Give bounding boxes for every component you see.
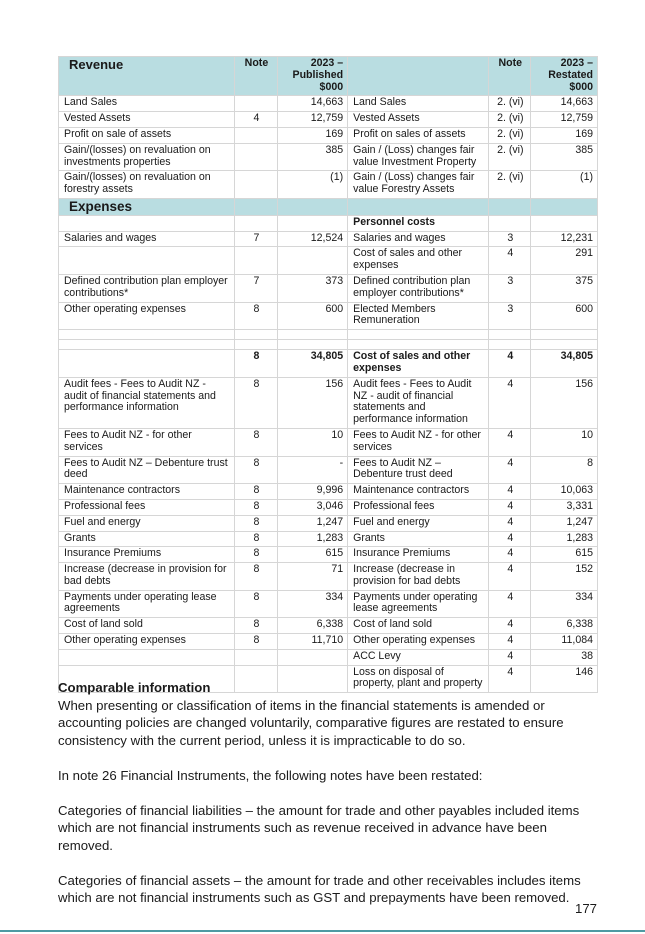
empty-cell	[348, 330, 489, 340]
cell-item: Land Sales	[59, 96, 235, 112]
empty-cell	[348, 340, 489, 350]
cell-note2: 3	[489, 231, 531, 247]
cell-published: 169	[277, 127, 348, 143]
empty-cell	[277, 330, 348, 340]
table-row	[59, 247, 598, 275]
cell-published: 9,996	[277, 484, 348, 500]
cell-note	[235, 171, 277, 199]
cell-note: 8	[235, 377, 277, 428]
expense-rows-b	[59, 377, 598, 693]
expenses-section-title: Expenses	[59, 198, 235, 215]
cell-published: 12,759	[277, 112, 348, 128]
expenses-header-row	[59, 198, 598, 215]
cell-note: 4	[235, 112, 277, 128]
paragraph: Categories of financial liabilities – the amount for trade and other payables included items which are not financial instruments such as revenue received in advance have been removed.	[58, 802, 580, 853]
cell-note2: 4	[489, 563, 531, 591]
cell-note: 8	[235, 547, 277, 563]
cell-restated: 1,247	[531, 515, 598, 531]
paragraph: In note 26 Financial Instruments, the following notes have been restated:	[58, 767, 483, 783]
blank-row	[59, 340, 598, 350]
table-row	[59, 499, 598, 515]
cell-item: Fuel and energy	[59, 515, 235, 531]
cell-item2: Gain / (Loss) changes fair value Forestry Assets	[348, 171, 489, 199]
cell-note2: 2. (vi)	[489, 127, 531, 143]
cell-item: Defined contribution plan employer contributions*	[59, 274, 235, 302]
restated-header: 2023 – Restated $000	[531, 57, 598, 96]
cell-item: Professional fees	[59, 499, 235, 515]
paragraph: Categories of financial assets – the amount for trade and other receivables includes items which are not financial instruments such as GST and prepayments have been removed.	[58, 872, 581, 905]
empty-cell	[277, 340, 348, 350]
table-row	[59, 274, 598, 302]
cell-published: 1,247	[277, 515, 348, 531]
cell-item: Vested Assets	[59, 112, 235, 128]
table-row	[59, 127, 598, 143]
table-row	[59, 377, 598, 428]
cell-restated: 385	[531, 143, 598, 171]
cell-published: 6,338	[277, 618, 348, 634]
cell-item2: Defined contribution plan employer contributions*	[348, 274, 489, 302]
cell-note: 8	[235, 634, 277, 650]
empty-cell	[489, 330, 531, 340]
cell-item2: Grants	[348, 531, 489, 547]
cell-note2: 2. (vi)	[489, 171, 531, 199]
cell-item2: Payments under operating lease agreements	[348, 590, 489, 618]
section-heading: Comparable information	[58, 680, 211, 695]
subtotal-note2: 4	[489, 350, 531, 378]
cell-note	[235, 649, 277, 665]
cell-note	[235, 96, 277, 112]
cell-item2: Increase (decrease in provision for bad debts	[348, 563, 489, 591]
cell-note2: 4	[489, 547, 531, 563]
cell-item: Grants	[59, 531, 235, 547]
cell-item2: Fees to Audit NZ – Debenture trust deed	[348, 456, 489, 484]
cell-published	[277, 649, 348, 665]
cell-published: 12,524	[277, 231, 348, 247]
revenue-rows	[59, 96, 598, 199]
cell-item: Maintenance contractors	[59, 484, 235, 500]
cell-restated: 12,231	[531, 231, 598, 247]
cell-restated: 600	[531, 302, 598, 330]
cell-restated: 10,063	[531, 484, 598, 500]
subtotal-note: 8	[235, 350, 277, 378]
cell-restated: 156	[531, 377, 598, 428]
cell-item: Gain/(losses) on revaluation on forestry assets	[59, 171, 235, 199]
band-cell	[489, 198, 531, 215]
cell-note: 8	[235, 531, 277, 547]
cell-note2: 2. (vi)	[489, 143, 531, 171]
paragraph: When presenting or classification of items in the financial statements is amended or accounting policies are changed voluntarily, comparative figures are restated to ensure consistency with the current period, unless it is impracticable to do so.	[58, 697, 564, 748]
empty-cell	[531, 215, 598, 231]
cell-restated: 10	[531, 428, 598, 456]
cell-item: Gain/(losses) on revaluation on investments properties	[59, 143, 235, 171]
cell-note2: 4	[489, 484, 531, 500]
cell-published: 156	[277, 377, 348, 428]
cell-note2: 4	[489, 377, 531, 428]
subtotal-item2: Cost of sales and other expenses	[348, 350, 489, 378]
note-header: Note	[235, 57, 277, 96]
cell-item: Salaries and wages	[59, 231, 235, 247]
cell-item	[59, 649, 235, 665]
cell-published: 373	[277, 274, 348, 302]
empty-cell	[489, 340, 531, 350]
cell-published: 3,046	[277, 499, 348, 515]
cell-restated: 14,663	[531, 96, 598, 112]
cell-restated: 152	[531, 563, 598, 591]
cell-item2: Fuel and energy	[348, 515, 489, 531]
cell-item2: Land Sales	[348, 96, 489, 112]
cell-note: 8	[235, 590, 277, 618]
cell-note2: 4	[489, 515, 531, 531]
cell-item: Audit fees - Fees to Audit NZ - audit of financial statements and performance information	[59, 377, 235, 428]
table-row	[59, 590, 598, 618]
cell-item2: Fees to Audit NZ - for other services	[348, 428, 489, 456]
cell-note: 8	[235, 515, 277, 531]
cell-item: Cost of land sold	[59, 618, 235, 634]
empty-cell	[531, 340, 598, 350]
table-row	[59, 515, 598, 531]
personnel-costs-row	[59, 215, 598, 231]
cell-note2: 4	[489, 618, 531, 634]
table-row	[59, 456, 598, 484]
personnel-costs-label: Personnel costs	[348, 215, 489, 231]
cell-note2: 4	[489, 634, 531, 650]
cell-item2: Salaries and wages	[348, 231, 489, 247]
band-cell	[348, 198, 489, 215]
cell-published: 1,283	[277, 531, 348, 547]
cell-published: 71	[277, 563, 348, 591]
cell-restated: 8	[531, 456, 598, 484]
cell-note: 8	[235, 563, 277, 591]
cell-note2: 4	[489, 456, 531, 484]
cell-published: 615	[277, 547, 348, 563]
cell-item2: Profit on sales of assets	[348, 127, 489, 143]
cell-published: 385	[277, 143, 348, 171]
table-row	[59, 649, 598, 665]
body-text	[58, 679, 588, 907]
cell-note2: 4	[489, 531, 531, 547]
cell-restated: 11,084	[531, 634, 598, 650]
cell-note: 8	[235, 456, 277, 484]
table-row	[59, 634, 598, 650]
cell-item2: ACC Levy	[348, 649, 489, 665]
empty-cell	[277, 215, 348, 231]
table-row	[59, 618, 598, 634]
table-row	[59, 531, 598, 547]
cell-note: 7	[235, 231, 277, 247]
cell-item: Increase (decrease in provision for bad debts	[59, 563, 235, 591]
cell-restated: 615	[531, 547, 598, 563]
cell-published: 600	[277, 302, 348, 330]
cell-restated: 6,338	[531, 618, 598, 634]
cell-note2: 4	[489, 499, 531, 515]
cell-note2: 2. (vi)	[489, 112, 531, 128]
cell-restated: 291	[531, 247, 598, 275]
cell-item2: Cost of sales and other expenses	[348, 247, 489, 275]
table-row	[59, 96, 598, 112]
cell-item: Fees to Audit NZ – Debenture trust deed	[59, 456, 235, 484]
expense-rows-a	[59, 231, 598, 330]
empty-cell	[235, 340, 277, 350]
cell-note	[235, 247, 277, 275]
cell-note: 7	[235, 274, 277, 302]
cell-note2: 4	[489, 649, 531, 665]
empty-cell	[59, 340, 235, 350]
cell-item2: Loss on disposal of property, plant and property	[348, 665, 489, 693]
cell-restated: 146	[531, 665, 598, 693]
cell-note2: 4	[489, 590, 531, 618]
table-row	[59, 302, 598, 330]
published-header: 2023 – Published $000	[277, 57, 348, 96]
cell-note	[235, 127, 277, 143]
cell-published: 11,710	[277, 634, 348, 650]
cell-item	[59, 247, 235, 275]
cell-restated: 375	[531, 274, 598, 302]
cell-note2: 3	[489, 274, 531, 302]
cell-note: 8	[235, 302, 277, 330]
cell-restated: 169	[531, 127, 598, 143]
band-cell	[531, 198, 598, 215]
table-row	[59, 484, 598, 500]
cell-item: Insurance Premiums	[59, 547, 235, 563]
cell-published: (1)	[277, 171, 348, 199]
cell-published: -	[277, 456, 348, 484]
table-row	[59, 143, 598, 171]
cell-restated: (1)	[531, 171, 598, 199]
empty-cell	[235, 215, 277, 231]
cell-item2: Professional fees	[348, 499, 489, 515]
empty-cell	[531, 330, 598, 340]
blank-row	[59, 330, 598, 340]
cell-item2: Gain / (Loss) changes fair value Investment Property	[348, 143, 489, 171]
note2-header: Note	[489, 57, 531, 96]
empty-cell	[59, 330, 235, 340]
cell-published: 14,663	[277, 96, 348, 112]
empty-cell	[59, 215, 235, 231]
band-cell	[235, 198, 277, 215]
cell-restated: 334	[531, 590, 598, 618]
subtotal-restated: 34,805	[531, 350, 598, 378]
cell-item: Profit on sale of assets	[59, 127, 235, 143]
footer-rule	[0, 930, 645, 932]
table-row	[59, 171, 598, 199]
cell-restated: 38	[531, 649, 598, 665]
cell-note2: 4	[489, 247, 531, 275]
cell-note: 8	[235, 499, 277, 515]
cell-note: 8	[235, 618, 277, 634]
empty-header	[348, 57, 489, 96]
cell-item2: Other operating expenses	[348, 634, 489, 650]
cell-note2: 3	[489, 302, 531, 330]
cell-note2: 4	[489, 665, 531, 693]
cell-item2: Elected Members Remuneration	[348, 302, 489, 330]
cell-note	[235, 143, 277, 171]
subtotal-item	[59, 350, 235, 378]
cell-item: Other operating expenses	[59, 302, 235, 330]
table-row	[59, 231, 598, 247]
cell-item2: Vested Assets	[348, 112, 489, 128]
cell-restated: 1,283	[531, 531, 598, 547]
cell-note: 8	[235, 428, 277, 456]
cell-note: 8	[235, 484, 277, 500]
subtotal-row	[59, 350, 598, 378]
revenue-header-row	[59, 57, 598, 96]
cell-item: Payments under operating lease agreements	[59, 590, 235, 618]
empty-cell	[489, 215, 531, 231]
cell-published: 334	[277, 590, 348, 618]
cell-published	[277, 247, 348, 275]
cell-item: Fees to Audit NZ - for other services	[59, 428, 235, 456]
subtotal-published: 34,805	[277, 350, 348, 378]
cell-item2: Maintenance contractors	[348, 484, 489, 500]
revenue-section-title: Revenue	[59, 57, 235, 96]
table-row	[59, 547, 598, 563]
cell-published: 10	[277, 428, 348, 456]
table-row	[59, 428, 598, 456]
table-row	[59, 112, 598, 128]
cell-item2: Audit fees - Fees to Audit NZ - audit of financial statements and performance information	[348, 377, 489, 428]
financial-comparison-table	[58, 56, 598, 693]
cell-note2: 2. (vi)	[489, 96, 531, 112]
page-number: 177	[574, 901, 597, 916]
empty-cell	[235, 330, 277, 340]
table-row	[59, 563, 598, 591]
cell-item2: Cost of land sold	[348, 618, 489, 634]
band-cell	[277, 198, 348, 215]
cell-note2: 4	[489, 428, 531, 456]
cell-restated: 3,331	[531, 499, 598, 515]
cell-restated: 12,759	[531, 112, 598, 128]
cell-item2: Insurance Premiums	[348, 547, 489, 563]
cell-item: Other operating expenses	[59, 634, 235, 650]
